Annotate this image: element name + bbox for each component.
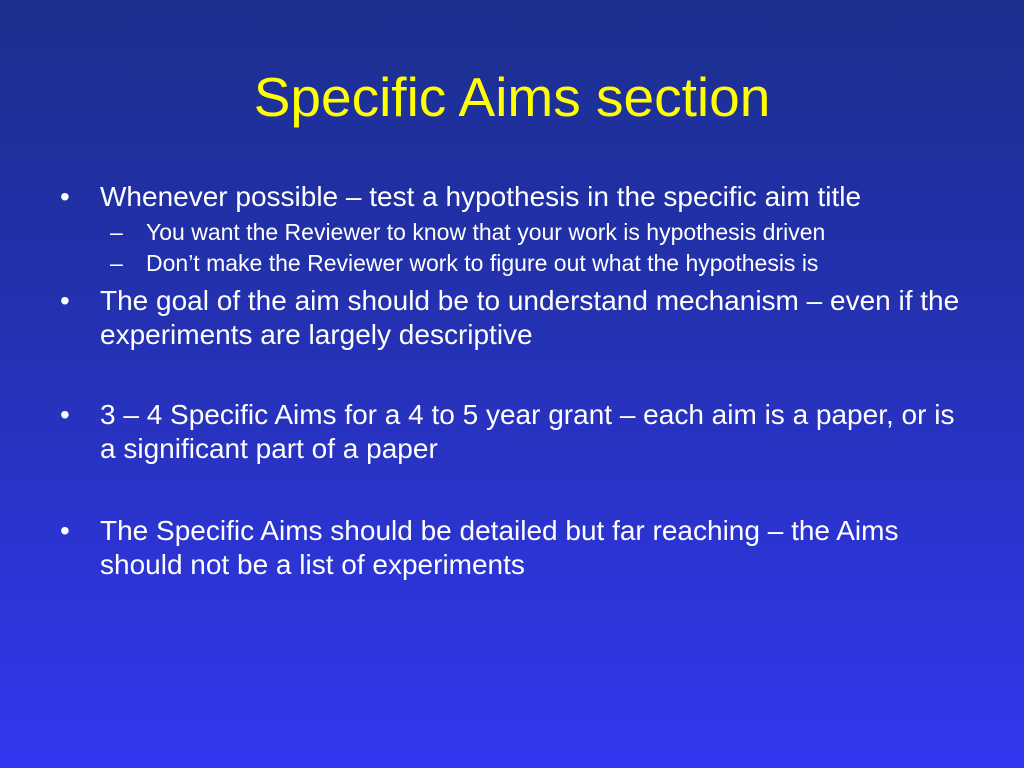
bullet-text: The Specific Aims should be detailed but far reaching – the Aims should not be a list of experiments	[100, 515, 899, 580]
bullet-item	[60, 398, 970, 466]
bullet-item	[60, 180, 970, 214]
sub-bullet-marker: –	[110, 250, 123, 276]
bullet-text: 3 – 4 Specific Aims for a 4 to 5 year grant – each aim is a paper, or is a significant part of a paper	[100, 399, 955, 464]
bullet-marker: •	[60, 399, 70, 430]
bullet-text: Whenever possible – test a hypothesis in the specific aim title	[100, 181, 862, 212]
bullet-marker: •	[60, 515, 70, 546]
bullet-marker: •	[60, 285, 70, 316]
sub-bullet-text: You want the Reviewer to know that your work is hypothesis driven	[146, 219, 826, 245]
sub-bullet-item	[60, 219, 970, 245]
bullet-item	[60, 514, 970, 582]
slide-title: Specific Aims section	[253, 66, 771, 128]
bullet-marker: •	[60, 181, 70, 212]
slide-body	[60, 180, 970, 582]
sub-bullet-text: Don’t make the Reviewer work to figure out what the hypothesis is	[146, 250, 819, 276]
sub-bullet-item	[60, 250, 970, 276]
bullet-text: The goal of the aim should be to understand mechanism – even if the experiments are largely descriptive	[100, 285, 960, 350]
bullet-item	[60, 284, 970, 352]
sub-bullet-marker: –	[110, 219, 123, 245]
